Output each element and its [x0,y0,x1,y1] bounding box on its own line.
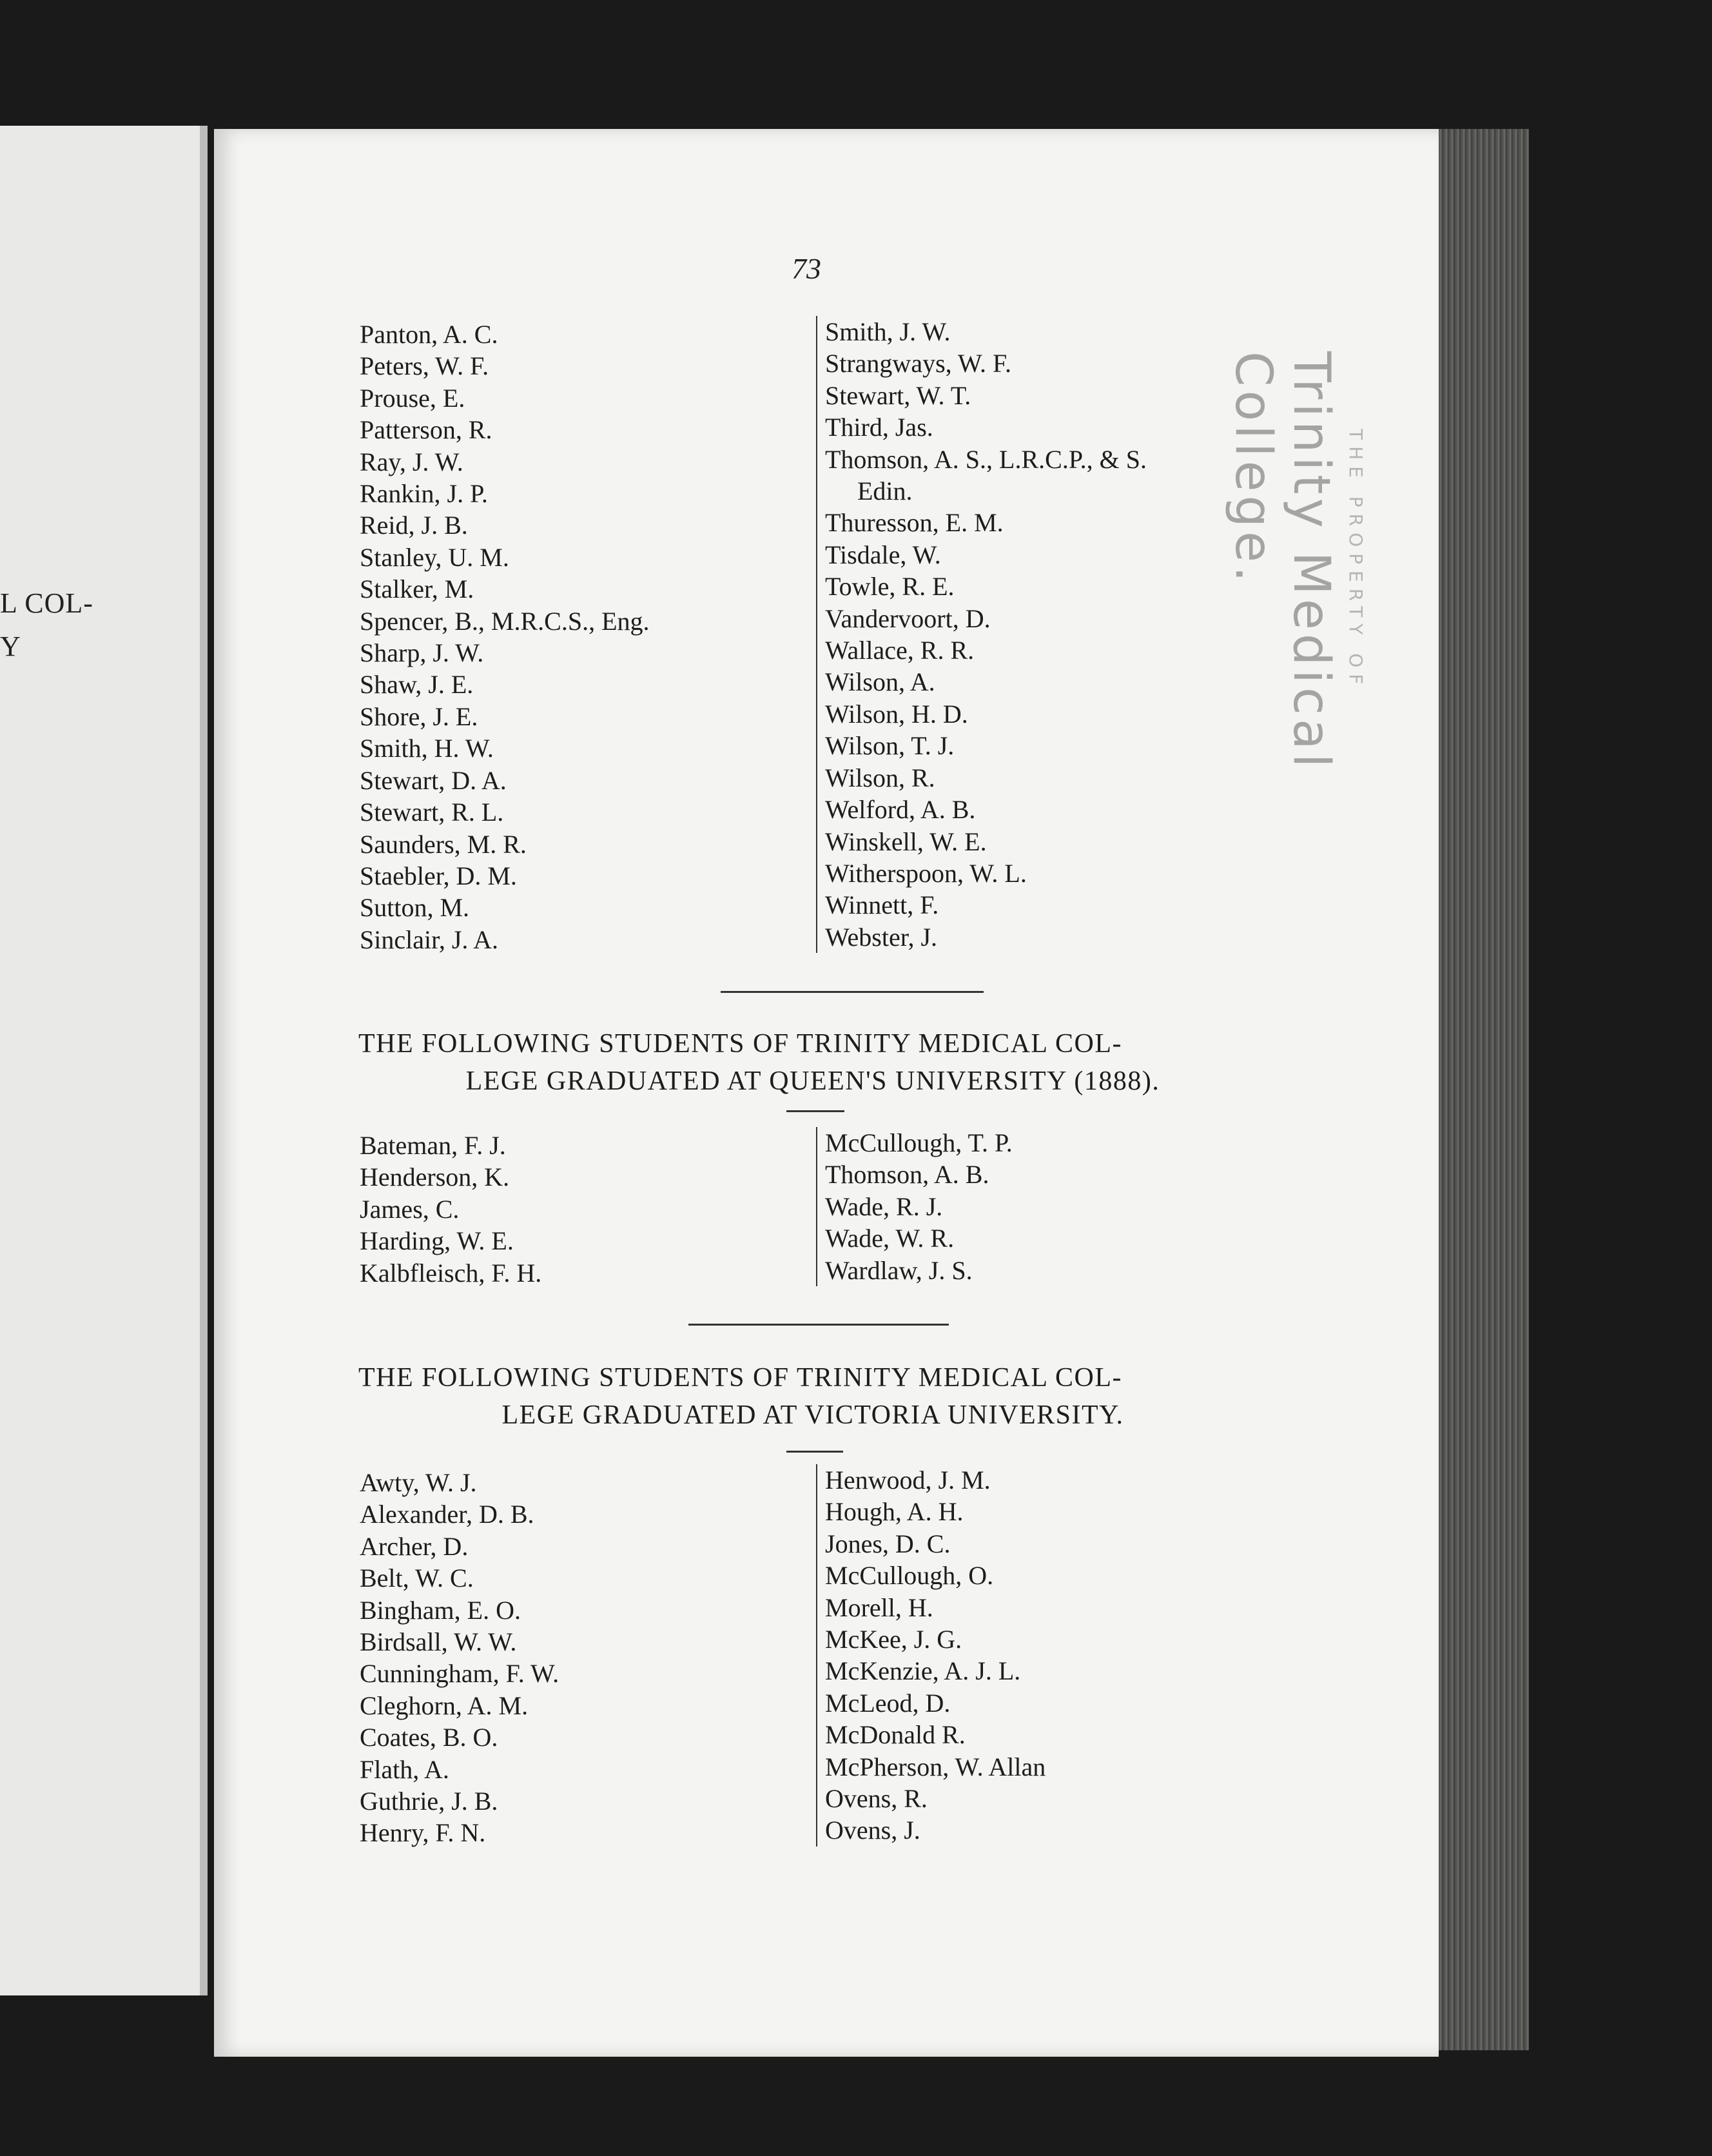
name-entry: Wilson, T. J. [825,731,955,761]
name-entry: Towle, R. E. [825,572,955,602]
left-page [0,126,208,1995]
name-entry: Henderson, K. [360,1162,510,1192]
name-entry: Wardlaw, J. S. [825,1255,973,1285]
name-entry: Panton, A. C. [360,320,498,349]
name-entry: Spencer, B., M.R.C.S., Eng. [360,606,650,636]
name-entry: Guthrie, J. B. [360,1787,498,1816]
name-entry: Wallace, R. R. [825,636,975,665]
name-entry: Flath, A. [360,1754,449,1784]
section3-heading-line2: LEGE GRADUATED AT VICTORIA UNIVERSITY. [501,1400,1124,1430]
name-entry: Ovens, J. [825,1816,920,1845]
name-entry: McLeod, D. [825,1688,951,1718]
section2-heading [358,1025,1293,1100]
name-entry: Wade, R. J. [825,1191,943,1221]
section3-left-column [360,1467,721,1849]
name-entry: Hough, A. H. [825,1497,964,1527]
name-entry: Harding, W. E. [360,1226,514,1256]
name-entry: Sutton, M. [360,893,470,923]
name-entry: Smith, H. W. [360,734,494,763]
short-rule [786,1110,844,1112]
name-entry: McDonald R. [825,1720,966,1750]
name-entry: Wilson, R. [825,763,935,792]
name-entry: Shaw, J. E. [360,670,474,700]
divider-rule [688,1324,949,1326]
name-entry: Witherspoon, W. L. [825,858,1027,888]
name-entry: Cunningham, F. W. [360,1659,559,1689]
name-entry: James, C. [360,1194,460,1224]
section2-heading-line1: THE FOLLOWING STUDENTS OF TRINITY MEDICAL COL- [358,1029,1123,1059]
name-entry: Tisdale, W. [825,540,941,569]
name-entry: Staebler, D. M. [360,861,517,890]
page-edge [1439,129,1529,2050]
name-entry: McCullough, T. P. [825,1128,1013,1157]
section2-right-column [816,1127,1276,1286]
name-entry: Archer, D. [360,1531,469,1561]
name-entry: Wade, W. R. [825,1224,955,1253]
name-entry: Birdsall, W. W. [360,1627,517,1657]
name-entry: Thuresson, E. M. [825,508,1004,538]
name-entry: Awty, W. J. [360,1468,477,1497]
name-entry: Third, Jas. [825,413,933,442]
section2-left-column [360,1130,721,1289]
name-entry: Edin. [857,476,913,506]
name-entry: McKee, J. G. [825,1625,962,1654]
name-entry: Welford, A. B. [825,795,976,825]
name-entry: Stanley, U. M. [360,542,509,572]
name-entry: Rankin, J. P. [360,479,488,509]
section1-right-column [816,316,1315,953]
name-entry: Shore, J. E. [360,701,478,731]
name-entry: Henry, F. N. [360,1818,486,1848]
name-entry: Ray, J. W. [360,447,463,476]
name-entry: Cleghorn, A. M. [360,1690,529,1720]
name-entry: Kalbfleisch, F. H. [360,1258,542,1288]
name-entry: Wilson, A. [825,667,935,697]
page-number: 73 [792,252,821,285]
name-entry: Ovens, R. [825,1784,928,1814]
name-entry: Winnett, F. [825,890,939,920]
name-entry: Stewart, R. L. [360,798,504,827]
name-entry: Vandervoort, D. [825,603,991,633]
left-page-fragment: Y [0,631,21,662]
name-entry: Patterson, R. [360,415,492,445]
name-entry: Coates, B. O. [360,1723,498,1752]
name-entry: Reid, J. B. [360,511,468,540]
stamp-line-1: THE PROPERTY OF [1345,429,1367,691]
section2-heading-line2: LEGE GRADUATED AT QUEEN'S UNIVERSITY (1888). [465,1066,1160,1096]
section3-heading-line1: THE FOLLOWING STUDENTS OF TRINITY MEDICAL COL- [358,1363,1123,1393]
name-entry: McKenzie, A. J. L. [825,1656,1021,1686]
name-entry: Thomson, A. S., L.R.C.P., & S. [825,444,1147,474]
name-entry: McPherson, W. Allan [825,1752,1046,1781]
name-entry: Strangways, W. F. [825,349,1012,378]
name-entry: Stalker, M. [360,574,474,604]
name-entry: Wilson, H. D. [825,699,968,729]
name-entry: Bingham, E. O. [360,1595,521,1625]
section1-left-column [360,318,721,956]
short-rule [786,1451,843,1453]
name-entry: Henwood, J. M. [825,1465,991,1494]
name-entry: Smith, J. W. [825,317,951,346]
name-entry: Saunders, M. R. [360,829,527,859]
name-entry: Stewart, W. T. [825,380,971,410]
name-entry: Morell, H. [825,1592,933,1622]
name-entry: Sharp, J. W. [360,638,484,668]
name-entry: Sinclair, J. A. [360,925,499,954]
stamp-line-2: Trinity Medical College. [1224,351,1340,772]
divider-rule [721,991,984,993]
section3-right-column [816,1464,1276,1847]
name-entry: McCullough, O. [825,1561,994,1591]
name-entry: Thomson, A. B. [825,1160,989,1190]
name-entry: Belt, W. C. [360,1563,474,1593]
name-entry: Peters, W. F. [360,351,489,381]
name-entry: Jones, D. C. [825,1529,951,1558]
left-page-fragment: L COL- [0,587,93,619]
name-entry: Bateman, F. J. [360,1131,506,1160]
name-entry: Prouse, E. [360,383,465,413]
name-entry: Winskell, W. E. [825,827,987,856]
section3-heading [358,1359,1293,1434]
name-entry: Alexander, D. B. [360,1500,534,1529]
name-entry: Webster, J. [825,922,938,952]
name-entry: Stewart, D. A. [360,765,507,795]
